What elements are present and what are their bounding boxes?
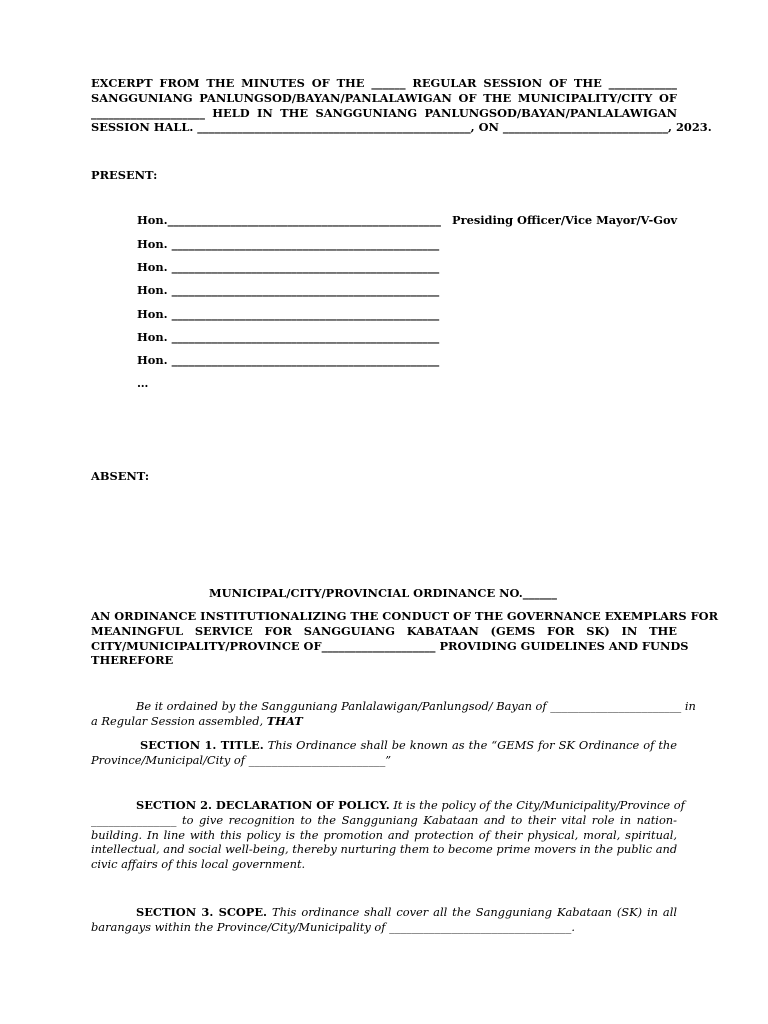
section-line <box>91 798 685 813</box>
member-line: Hon. _______________________________________________ <box>137 353 440 367</box>
minutes-header <box>91 76 712 135</box>
section-line: barangays within the Province/City/Municipality of ________________________________. <box>91 919 575 934</box>
section-text: It is the policy of the City/Municipality/Province of <box>393 798 685 812</box>
header-line: EXCERPT FROM THE MINUTES OF THE ______ REGULAR SESSION OF THE ____________ <box>91 76 677 90</box>
ordinance-title-line: AN ORDINANCE INSTITUTIONALIZING THE CONDUCT OF THE GOVERNANCE EXEMPLARS FOR <box>91 609 719 623</box>
member-line: Hon. _______________________________________________ <box>137 283 440 297</box>
enacting-clause <box>91 699 696 729</box>
section-3 <box>91 905 677 935</box>
ordinance-title-line: THEREFORE <box>91 653 174 668</box>
section-heading: SECTION 1. TITLE. <box>140 738 264 752</box>
section-heading: SECTION 3. SCOPE. <box>136 905 268 919</box>
presiding-officer-title: Presiding Officer/Vice Mayor/V-Gov <box>452 213 678 227</box>
ellipsis: … <box>137 376 149 390</box>
absent-label: ABSENT: <box>91 469 150 483</box>
section-line <box>91 738 677 753</box>
section-heading: SECTION 2. DECLARATION OF POLICY. <box>136 798 390 812</box>
header-line: ____________________ HELD IN THE SANGGUNIANG PANLUNGSOD/BAYAN/PANLALAWIGAN <box>91 105 677 120</box>
ordinance-title-line: CITY/MUNICIPALITY/PROVINCE OF____________________ PROVIDING GUIDELINES AND FUNDS <box>91 638 689 653</box>
member-line: Hon. _______________________________________________ <box>137 307 440 321</box>
present-label: PRESENT: <box>91 168 158 182</box>
enacting-text: a Regular Session assembled, <box>91 713 267 728</box>
section-line: _______________ to give recognition to the Sangguniang Kabataan and to their vital role in nation- <box>91 812 677 827</box>
enacting-line <box>91 714 677 729</box>
section-line: Province/Municipal/City of ________________________” <box>91 752 392 767</box>
section-line <box>91 905 677 920</box>
section-line: building. In line with this policy is the promotion and protection of their physical, moral, spiritual, <box>91 827 677 842</box>
member-line: Hon. _______________________________________________ <box>137 237 440 251</box>
ordinance-title <box>91 609 719 668</box>
enacting-line: Be it ordained by the Sangguniang Panlalawigan/Panlungsod/ Bayan of _______________________ in <box>136 699 696 713</box>
section-2 <box>91 798 685 872</box>
ordinance-title-line: MEANINGFUL SERVICE FOR SANGGUIANG KABATAAN (GEMS FOR SK) IN THE <box>91 623 677 638</box>
section-1 <box>91 738 677 768</box>
section-line: civic affairs of this local government. <box>91 857 306 872</box>
header-line: SESSION HALL. ________________________________________________, ON _____________________________, 2023. <box>91 120 712 135</box>
member-line: Hon. _______________________________________________ <box>137 330 440 344</box>
section-text: This Ordinance shall be known as the “GEMS for SK Ordinance of the <box>267 738 677 752</box>
ordinance-number: MUNICIPAL/CITY/PROVINCIAL ORDINANCE NO.______ <box>209 586 557 600</box>
section-text: This ordinance shall cover all the Sangguniang Kabataan (SK) in all <box>271 905 677 919</box>
header-line: SANGGUNIANG PANLUNGSOD/BAYAN/PANLALAWIGAN OF THE MUNICIPALITY/CITY OF <box>91 90 677 105</box>
that-keyword: THAT <box>266 713 303 728</box>
section-line: intellectual, and social well-being, thereby nurturing them to become prime movers in the public and <box>91 842 678 857</box>
member-line: Hon. _______________________________________________ <box>137 260 440 274</box>
member-line: Hon.________________________________________________ <box>137 213 441 227</box>
